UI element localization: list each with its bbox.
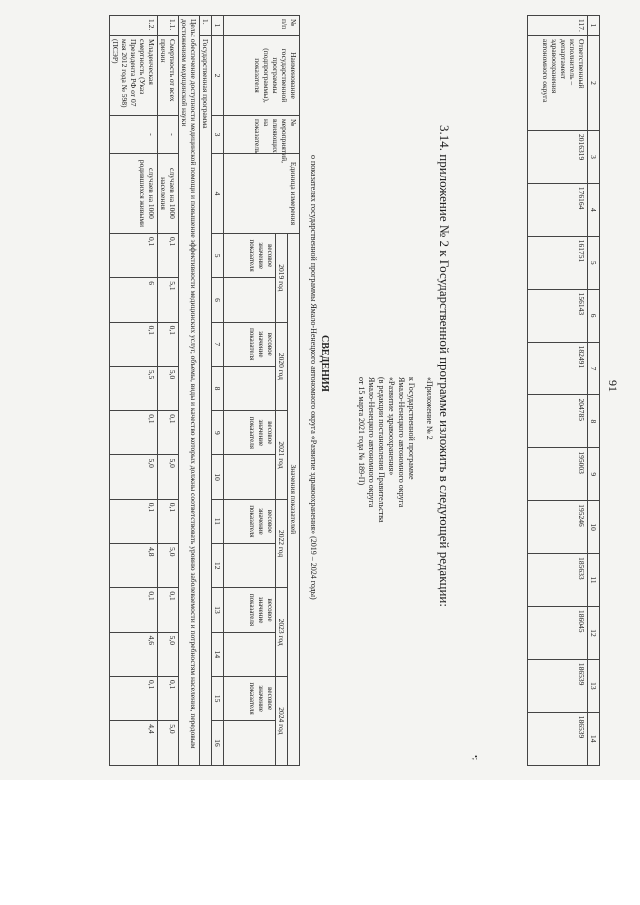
page-number: 91 bbox=[606, 380, 620, 392]
table-cell: 0,1 bbox=[110, 676, 158, 720]
table-cell: 0,1 bbox=[110, 499, 158, 543]
col-number: 14 bbox=[212, 632, 224, 676]
col-number: 4 bbox=[212, 154, 224, 234]
top-col-number: 1 bbox=[588, 16, 600, 36]
row-measure: - bbox=[110, 116, 158, 154]
row-measure: - bbox=[158, 116, 179, 154]
table-cell: 5,0 bbox=[158, 721, 179, 765]
table-cell: 156143 bbox=[528, 289, 588, 342]
table-cell: 182491 bbox=[528, 342, 588, 395]
table-cell: 195003 bbox=[528, 448, 588, 501]
value-header-cell bbox=[224, 632, 276, 676]
section-row bbox=[200, 16, 212, 766]
top-col-number: 3 bbox=[588, 131, 600, 184]
col-number: 5 bbox=[212, 234, 224, 278]
row-unit: случаев на 1000 населения bbox=[158, 154, 179, 234]
col-number: 12 bbox=[212, 544, 224, 588]
table-cell: 5,0 bbox=[158, 366, 179, 410]
value-header-cell bbox=[224, 721, 276, 765]
col-number: 8 bbox=[212, 366, 224, 410]
weight-header: весовое значение показателя bbox=[224, 234, 276, 278]
table-cell: 5,0 bbox=[158, 455, 179, 499]
row-number: 1.2. bbox=[110, 16, 158, 36]
top-col-number: 10 bbox=[588, 501, 600, 554]
appendix-line: «Развитие здравоохранения» bbox=[387, 377, 396, 476]
table-cell: 0,1 bbox=[158, 676, 179, 720]
header-unit: Единица измерения bbox=[224, 154, 300, 234]
header-num: № п/п bbox=[224, 16, 300, 36]
blank-margin bbox=[0, 780, 640, 905]
weight-header: весовое значение показателя bbox=[224, 499, 276, 543]
header-measures: № мероприятий, влияющих на показатель bbox=[224, 116, 300, 154]
weight-header: весовое значение показателя bbox=[224, 588, 276, 632]
table-cell: 5,0 bbox=[158, 632, 179, 676]
table-row bbox=[110, 16, 158, 766]
row-number: 117. bbox=[528, 16, 588, 36]
row-name: Смертность от всех причин bbox=[158, 36, 179, 116]
table-cell: 5,0 bbox=[158, 544, 179, 588]
table-cell: 4,6 bbox=[110, 632, 158, 676]
section-name: Государственная программа bbox=[200, 36, 212, 766]
table-cell: 6 bbox=[110, 278, 158, 322]
appendix-line: Ямало-Ненецкого автономного округа bbox=[397, 377, 406, 508]
table-cell: 176164 bbox=[528, 183, 588, 236]
col-number: 9 bbox=[212, 411, 224, 455]
top-col-number: 7 bbox=[588, 342, 600, 395]
indicators-table bbox=[109, 15, 300, 766]
header-name: Наименование государственной программы (подпрограммы), показателя bbox=[224, 36, 300, 116]
col-number: 3 bbox=[212, 116, 224, 154]
table-row bbox=[158, 16, 179, 766]
header-row bbox=[288, 16, 300, 766]
table-cell: 0,1 bbox=[110, 234, 158, 278]
table-cell: 186539 bbox=[528, 712, 588, 765]
goal-row bbox=[179, 16, 200, 766]
year-header: 2023 год bbox=[276, 588, 288, 677]
top-col-number: 2 bbox=[588, 36, 600, 131]
section-heading: 3.14. приложение № 2 к Государственной программе изложить в следующей редакции: bbox=[437, 125, 452, 608]
header-values: Значения показателей bbox=[288, 234, 300, 766]
value-header-cell bbox=[224, 366, 276, 410]
value-header-cell bbox=[224, 278, 276, 322]
table-cell: 185633 bbox=[528, 554, 588, 607]
table-cell: 5,0 bbox=[110, 455, 158, 499]
col-number: 13 bbox=[212, 588, 224, 632]
table-cell: 186045 bbox=[528, 607, 588, 660]
table-cell: 0,1 bbox=[110, 588, 158, 632]
col-number: 16 bbox=[212, 721, 224, 765]
row-number: 1. bbox=[200, 16, 212, 36]
col-number: 6 bbox=[212, 278, 224, 322]
year-header: 2022 год bbox=[276, 499, 288, 588]
appendix-block bbox=[356, 377, 434, 523]
row-name: Младенческая смертность (Указ Президента РФ от 07 мая 2012 года № 598) (ПСЭР) bbox=[110, 36, 158, 116]
col-number: 10 bbox=[212, 455, 224, 499]
table-cell: 161751 bbox=[528, 236, 588, 289]
appendix-line: Ямало-Ненецкого автономного округа bbox=[367, 377, 376, 508]
year-header: 2024 год bbox=[276, 676, 288, 765]
top-col-number: 12 bbox=[588, 607, 600, 660]
row-number: 1.1. bbox=[158, 16, 179, 36]
table-cell: 2016319 bbox=[528, 131, 588, 184]
top-table-header-row bbox=[588, 16, 600, 766]
weight-header: весовое значение показателя bbox=[224, 411, 276, 455]
row-unit: случаев на 1000 родившихся живыми bbox=[110, 154, 158, 234]
decorative-mark: •; bbox=[471, 755, 480, 761]
table-cell: 4,8 bbox=[110, 544, 158, 588]
rotated-document bbox=[10, 5, 630, 775]
row-name: Ответственный исполнитель – департамент здравоохранения автономного округа bbox=[528, 36, 588, 131]
column-numbers-row bbox=[212, 16, 224, 766]
top-col-number: 6 bbox=[588, 289, 600, 342]
top-table bbox=[527, 15, 600, 766]
appendix-line: от 15 марта 2021 года № 189-П) bbox=[357, 377, 366, 486]
appendix-line: к Государственной программе bbox=[407, 377, 416, 480]
top-col-number: 4 bbox=[588, 183, 600, 236]
table-cell: 0,1 bbox=[158, 234, 179, 278]
top-col-number: 9 bbox=[588, 448, 600, 501]
value-header-cell bbox=[224, 455, 276, 499]
table-cell: 186539 bbox=[528, 659, 588, 712]
weight-header: весовое значение показателя bbox=[224, 676, 276, 720]
top-col-number: 8 bbox=[588, 395, 600, 448]
year-header: 2021 год bbox=[276, 411, 288, 500]
year-header: 2019 год bbox=[276, 234, 288, 323]
col-number: 11 bbox=[212, 499, 224, 543]
table-cell: 4,4 bbox=[110, 721, 158, 765]
col-number: 15 bbox=[212, 676, 224, 720]
weight-header: весовое значение показателя bbox=[224, 322, 276, 366]
table-row bbox=[528, 16, 588, 766]
year-header: 2020 год bbox=[276, 322, 288, 411]
top-col-number: 14 bbox=[588, 712, 600, 765]
table-cell: 0,1 bbox=[158, 411, 179, 455]
col-number: 7 bbox=[212, 322, 224, 366]
top-col-number: 11 bbox=[588, 554, 600, 607]
table-cell: 0,1 bbox=[158, 588, 179, 632]
table-cell: 0,1 bbox=[158, 322, 179, 366]
top-col-number: 5 bbox=[588, 236, 600, 289]
table-cell: 0,1 bbox=[158, 499, 179, 543]
col-number: 2 bbox=[212, 36, 224, 116]
table-cell: 0,1 bbox=[110, 411, 158, 455]
document-subtitle: о показателях государственной программы Ямало-Ненецкого автономного округа «Развитие здравоохранения» (2019 – 2024 годы) bbox=[309, 155, 318, 600]
appendix-line: (в редакции постановления Правительства bbox=[377, 377, 386, 523]
col-number: 1 bbox=[212, 16, 224, 36]
table-cell: 204785 bbox=[528, 395, 588, 448]
table-cell: 0,1 bbox=[110, 322, 158, 366]
goal-text: Цель: обеспечение доступности медицинской помощи и повышение эффективности медицинских услуг, объемы, виды и качество которых должны соответствовать уровню заболеваемости и потребностям населения, передовым достижениям медицинской науки bbox=[179, 16, 200, 766]
table-cell: 5,5 bbox=[110, 366, 158, 410]
appendix-line: «Приложение № 2 bbox=[425, 377, 434, 440]
top-col-number: 13 bbox=[588, 659, 600, 712]
table-cell: 5,1 bbox=[158, 278, 179, 322]
document-title: СВЕДЕНИЯ bbox=[319, 335, 330, 392]
table-cell: 195246 bbox=[528, 501, 588, 554]
value-header-cell bbox=[224, 544, 276, 588]
